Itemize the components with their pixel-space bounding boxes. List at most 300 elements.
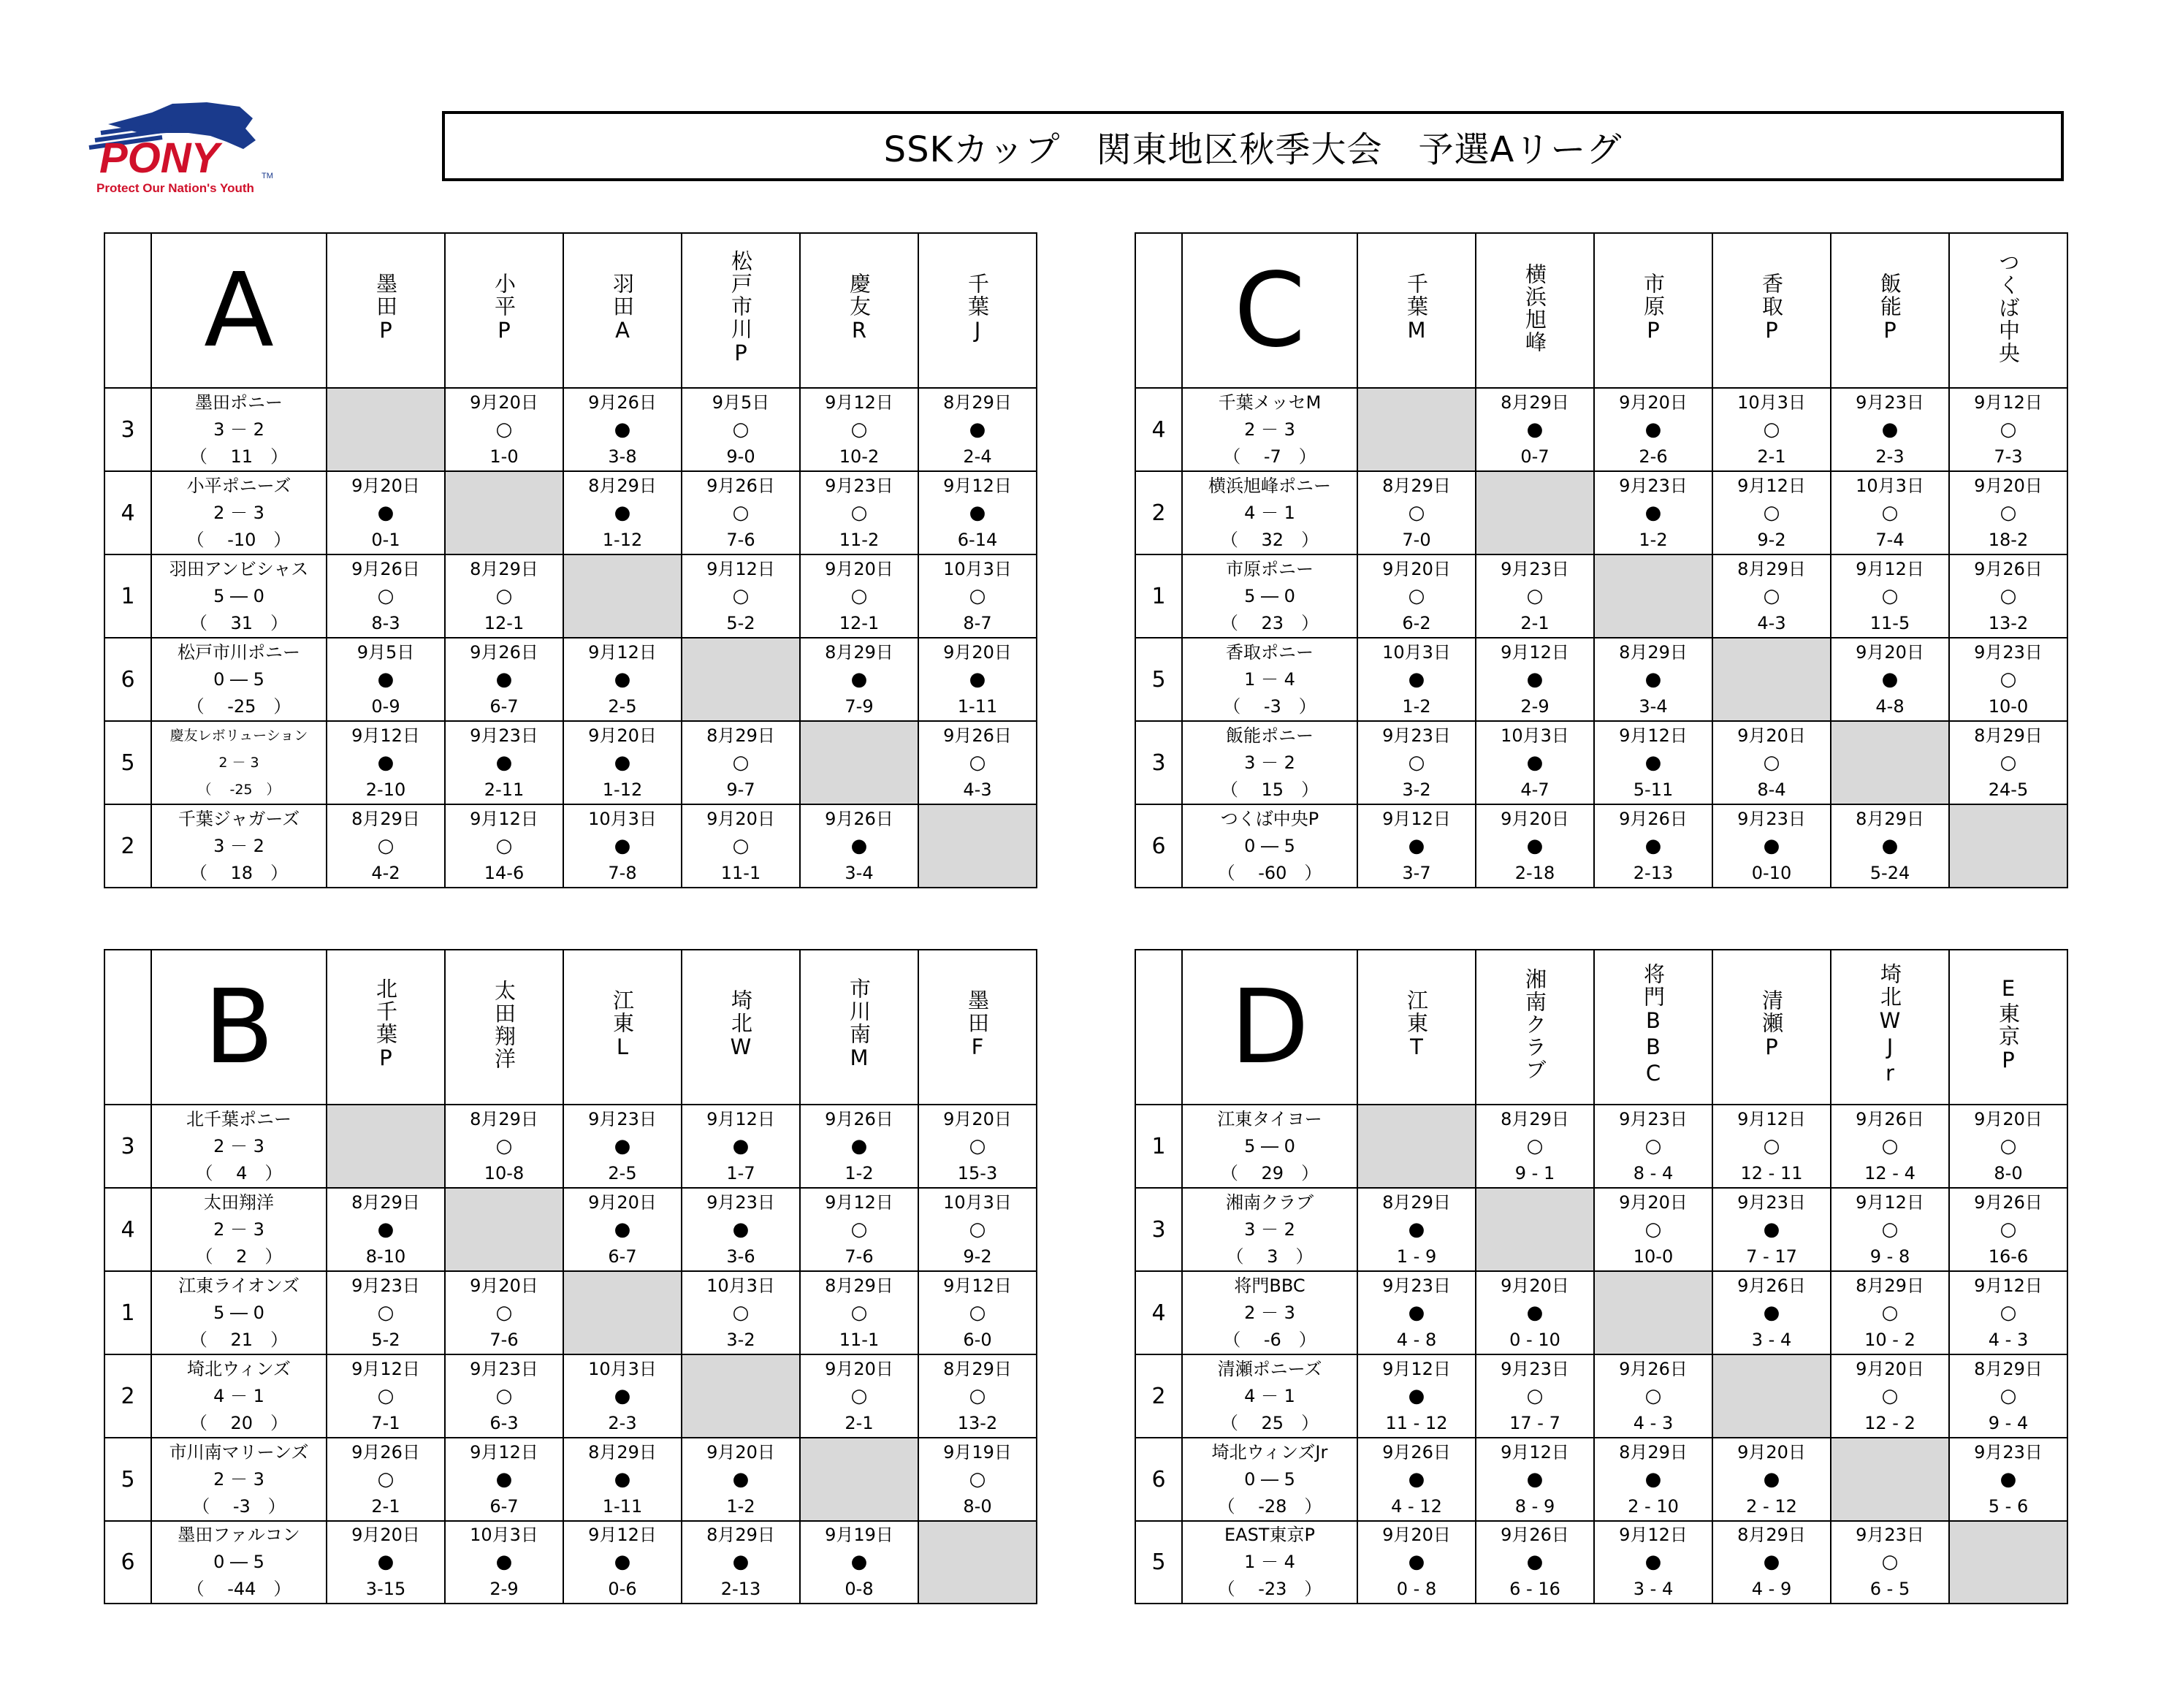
match-score: 2-3 (1875, 446, 1905, 467)
match-cell (800, 1354, 918, 1438)
team-run-diff: （ 20 ） (189, 1412, 289, 1433)
match-cell (1712, 1188, 1831, 1271)
logo-tagline: Protect Our Nation's Youth (96, 181, 254, 195)
team-rank: 4 (1135, 388, 1182, 471)
team-name: 埼北ウィンズ (187, 1358, 291, 1379)
loss-mark-icon: ● (1408, 1301, 1425, 1324)
match-score: 16-6 (1988, 1246, 2029, 1267)
loss-mark-icon: ● (969, 501, 986, 524)
team-name: 江東ライオンズ (178, 1275, 300, 1296)
team-record: 2 － 3 (213, 1468, 264, 1490)
team-row (104, 1188, 1037, 1271)
match-cell (563, 804, 682, 888)
match-date: 9月12日 (1974, 392, 2043, 413)
match-cell (918, 721, 1037, 804)
team-rank: 5 (1135, 1521, 1182, 1604)
match-score: 0-8 (845, 1579, 874, 1599)
team-info (1182, 1354, 1357, 1438)
self-match-cell (682, 638, 800, 721)
match-date: 9月12日 (706, 1108, 775, 1129)
team-record: 5 ― 0 (213, 1302, 264, 1323)
match-cell (1476, 1438, 1594, 1521)
win-mark-icon: ○ (732, 501, 750, 524)
match-cell (563, 1188, 682, 1271)
match-cell (1476, 388, 1594, 471)
match-date: 9月26日 (351, 558, 420, 579)
match-cell (1476, 804, 1594, 888)
match-score: 9-7 (726, 779, 755, 800)
loss-mark-icon: ● (1881, 668, 1899, 690)
win-mark-icon: ○ (850, 501, 868, 524)
match-date: 9月26日 (1619, 808, 1688, 829)
match-score: 2-1 (371, 1495, 400, 1517)
match-date: 9月12日 (1501, 1441, 1569, 1463)
loss-mark-icon: ● (1408, 1468, 1425, 1490)
win-mark-icon: ○ (495, 834, 513, 857)
match-date: 9月23日 (1737, 808, 1806, 829)
match-date: 8月29日 (943, 392, 1012, 413)
match-date: 9月12日 (351, 1358, 420, 1379)
column-header-text: つくば中央 (1996, 251, 2021, 365)
column-header (918, 950, 1037, 1105)
team-rank: 5 (104, 1438, 151, 1521)
column-header (918, 233, 1037, 388)
match-cell (1594, 1105, 1712, 1188)
match-date: 9月20日 (1619, 392, 1688, 413)
match-cell (1594, 804, 1712, 888)
loss-mark-icon: ● (377, 501, 394, 524)
match-cell (1949, 638, 2067, 721)
league-c-table (1135, 232, 2068, 888)
match-date: 9月26日 (351, 1441, 420, 1463)
match-date: 9月12日 (588, 1525, 657, 1545)
team-info (151, 1521, 327, 1604)
team-info (1182, 1188, 1357, 1271)
match-score: 7-1 (371, 1412, 400, 1433)
match-date: 9月23日 (588, 1108, 657, 1129)
rank-header-cell (1135, 233, 1182, 388)
win-mark-icon: ○ (850, 1218, 868, 1240)
match-score: 3-6 (726, 1246, 755, 1267)
column-header-text: E東京P (1996, 975, 2021, 1074)
match-cell (1949, 1105, 2067, 1188)
loss-mark-icon: ● (732, 1218, 750, 1240)
team-rank: 6 (104, 1521, 151, 1604)
match-date: 9月12日 (1382, 1358, 1451, 1379)
match-score: 14-6 (484, 862, 525, 883)
match-date: 9月12日 (588, 641, 657, 663)
page-title-text: SSKカップ 関東地区秋季大会 予選Aリーグ (883, 129, 1623, 170)
win-mark-icon: ○ (495, 418, 513, 441)
team-rank: 2 (1135, 1354, 1182, 1438)
loss-mark-icon: ● (1881, 418, 1899, 441)
match-date: 8月29日 (1619, 641, 1688, 663)
match-date: 9月23日 (1974, 1441, 2043, 1463)
match-date: 8月29日 (470, 1108, 538, 1129)
team-run-diff: （ -60 ） (1217, 862, 1322, 883)
match-cell (1476, 1105, 1594, 1188)
self-match-cell (918, 804, 1037, 888)
win-mark-icon: ○ (1644, 1384, 1662, 1407)
column-header-text: 飯能P (1878, 272, 1902, 344)
loss-mark-icon: ● (614, 751, 631, 774)
match-score: 1 - 9 (1396, 1246, 1437, 1267)
match-date: 9月23日 (351, 1275, 420, 1296)
column-header-text: 清瀬P (1759, 988, 1784, 1061)
win-mark-icon: ○ (850, 584, 868, 607)
team-record: 1 － 4 (1244, 668, 1295, 690)
match-cell (1949, 721, 2067, 804)
match-cell (1476, 1521, 1594, 1604)
match-cell (1712, 1105, 1831, 1188)
team-record: 3 － 2 (1244, 752, 1295, 773)
league-label: A (151, 233, 327, 388)
team-run-diff: （ -3 ） (1223, 695, 1316, 717)
loss-mark-icon: ● (1526, 1468, 1544, 1490)
match-score: 12-1 (484, 612, 525, 633)
win-mark-icon: ○ (377, 1301, 394, 1324)
match-date: 9月23日 (1382, 1275, 1451, 1296)
match-cell (563, 1105, 682, 1188)
team-record: 4 － 1 (1244, 1385, 1295, 1406)
match-cell (800, 1188, 918, 1271)
match-cell (327, 471, 445, 554)
match-date: 8月29日 (1737, 1525, 1806, 1545)
match-score: 1-11 (602, 1495, 643, 1517)
match-score: 2-1 (1757, 446, 1786, 467)
match-score: 4-3 (1757, 612, 1786, 633)
team-rank: 2 (104, 804, 151, 888)
team-name: 横浜旭峰ポニー (1208, 475, 1331, 496)
match-cell (1594, 388, 1712, 471)
match-cell (327, 1438, 445, 1521)
match-score: 9-2 (1757, 529, 1786, 550)
team-row (1135, 721, 2067, 804)
match-score: 1-0 (489, 446, 519, 467)
match-cell (1712, 1271, 1831, 1354)
match-date: 9月23日 (1856, 1525, 1924, 1545)
win-mark-icon: ○ (2000, 751, 2017, 774)
header-row (1135, 233, 2067, 388)
header-row (1135, 950, 2067, 1105)
match-date: 9月23日 (1501, 1358, 1569, 1379)
match-score: 6-7 (489, 1495, 519, 1517)
match-date: 9月20日 (1856, 1358, 1924, 1379)
team-info (1182, 1271, 1357, 1354)
match-cell (1594, 471, 1712, 554)
team-record: 3 － 2 (213, 419, 264, 440)
match-cell (327, 1271, 445, 1354)
column-header (682, 950, 800, 1105)
column-header-text: 市原P (1641, 272, 1666, 344)
match-cell (918, 1188, 1037, 1271)
match-cell (682, 471, 800, 554)
loss-mark-icon: ● (732, 1468, 750, 1490)
match-score: 2-6 (1639, 446, 1668, 467)
match-cell (445, 721, 563, 804)
match-score: 18-2 (1988, 529, 2029, 550)
logo-brand: PONY (99, 134, 220, 182)
match-date: 9月5日 (357, 641, 415, 663)
match-cell (682, 721, 800, 804)
match-date: 9月12日 (1619, 725, 1688, 746)
match-cell (918, 1271, 1037, 1354)
match-date: 9月20日 (825, 558, 893, 579)
team-row (1135, 388, 2067, 471)
team-rank: 3 (1135, 1188, 1182, 1271)
team-name: 香取ポニー (1226, 641, 1314, 663)
match-cell (563, 638, 682, 721)
match-score: 3 - 4 (1751, 1329, 1792, 1350)
loss-mark-icon: ● (969, 668, 986, 690)
team-rank: 3 (104, 1105, 151, 1188)
loss-mark-icon: ● (614, 1468, 631, 1490)
team-run-diff: （ 25 ） (1220, 1412, 1319, 1433)
match-date: 9月20日 (351, 475, 420, 496)
team-row (1135, 804, 2067, 888)
match-cell (327, 721, 445, 804)
match-date: 9月23日 (1619, 1108, 1688, 1129)
match-score: 1-12 (602, 529, 643, 550)
match-score: 4 - 8 (1396, 1329, 1437, 1350)
match-score: 10-2 (839, 446, 880, 467)
match-score: 0-7 (1520, 446, 1549, 467)
column-header-text: 墨田F (965, 988, 990, 1061)
self-match-cell (445, 471, 563, 554)
loss-mark-icon: ● (495, 751, 513, 774)
match-date: 9月26日 (470, 641, 538, 663)
match-score: 1-2 (1639, 529, 1668, 550)
match-cell (563, 1521, 682, 1604)
match-score: 2-18 (1514, 862, 1555, 883)
match-date: 9月12日 (825, 1192, 893, 1213)
loss-mark-icon: ● (614, 1135, 631, 1157)
match-score: 7-8 (608, 862, 637, 883)
match-score: 10 - 2 (1864, 1329, 1915, 1350)
match-cell (918, 388, 1037, 471)
loss-mark-icon: ● (1526, 751, 1544, 774)
match-cell (1831, 554, 1949, 638)
team-name: 羽田アンビシャス (169, 558, 309, 579)
team-run-diff: （ 4 ） (195, 1162, 283, 1183)
league-d-table (1135, 949, 2068, 1604)
loss-mark-icon: ● (2000, 1468, 2017, 1490)
match-cell (1594, 1438, 1712, 1521)
team-row (1135, 1271, 2067, 1354)
match-cell (563, 1354, 682, 1438)
self-match-cell (1357, 1105, 1476, 1188)
match-cell (1594, 638, 1712, 721)
match-date: 9月20日 (825, 1358, 893, 1379)
loss-mark-icon: ● (1644, 834, 1662, 857)
match-date: 8月29日 (1501, 1108, 1569, 1129)
loss-mark-icon: ● (614, 501, 631, 524)
match-score: 3-2 (726, 1329, 755, 1350)
team-rank: 4 (104, 1188, 151, 1271)
match-cell (1357, 1521, 1476, 1604)
match-score: 4-2 (371, 862, 400, 883)
match-cell (1831, 1354, 1949, 1438)
self-match-cell (1476, 1188, 1594, 1271)
match-date: 9月12日 (943, 475, 1012, 496)
team-info (151, 1188, 327, 1271)
column-header-text: 千葉J (965, 272, 990, 344)
match-date: 9月12日 (1737, 475, 1806, 496)
match-score: 7-6 (726, 529, 755, 550)
match-date: 9月5日 (712, 392, 770, 413)
match-date: 9月20日 (1974, 475, 2043, 496)
match-cell (1712, 1438, 1831, 1521)
win-mark-icon: ○ (2000, 1135, 2017, 1157)
match-cell (918, 554, 1037, 638)
win-mark-icon: ○ (1881, 501, 1899, 524)
match-score: 10-0 (1988, 695, 2029, 717)
win-mark-icon: ○ (732, 584, 750, 607)
loss-mark-icon: ● (1526, 1551, 1544, 1573)
self-match-cell (563, 1271, 682, 1354)
match-cell (563, 471, 682, 554)
match-date: 8月29日 (825, 1275, 893, 1296)
team-row (104, 388, 1037, 471)
match-date: 9月20日 (470, 392, 538, 413)
match-cell (327, 554, 445, 638)
loss-mark-icon: ● (1408, 668, 1425, 690)
match-cell (327, 1188, 445, 1271)
match-cell (1594, 1354, 1712, 1438)
match-score: 2-1 (845, 1412, 874, 1433)
match-date: 9月23日 (1382, 725, 1451, 746)
team-record: 4 － 1 (213, 1385, 264, 1406)
team-name: 飯能ポニー (1226, 725, 1314, 746)
team-info (151, 554, 327, 638)
win-mark-icon: ○ (495, 1135, 513, 1157)
loss-mark-icon: ● (1763, 1301, 1780, 1324)
match-date: 9月12日 (1382, 808, 1451, 829)
self-match-cell (1357, 388, 1476, 471)
column-header-text: 横浜旭峰 (1522, 262, 1547, 354)
team-name: EAST東京P (1224, 1525, 1315, 1545)
loss-mark-icon: ● (1644, 668, 1662, 690)
match-cell (800, 471, 918, 554)
self-match-cell (800, 1438, 918, 1521)
match-cell (327, 1354, 445, 1438)
match-score: 5-2 (371, 1329, 400, 1350)
match-score: 12 - 11 (1740, 1162, 1803, 1183)
match-score: 4 - 3 (1988, 1329, 2029, 1350)
match-score: 7 - 17 (1746, 1246, 1797, 1267)
team-info (151, 1438, 327, 1521)
loss-mark-icon: ● (1763, 1218, 1780, 1240)
match-date: 9月20日 (1382, 558, 1451, 579)
team-name: 太田翔洋 (204, 1192, 274, 1213)
team-row (104, 1521, 1037, 1604)
match-score: 1-7 (726, 1162, 755, 1183)
match-cell (682, 1105, 800, 1188)
team-row (104, 1354, 1037, 1438)
team-info (1182, 471, 1357, 554)
win-mark-icon: ○ (969, 584, 986, 607)
loss-mark-icon: ● (1408, 1551, 1425, 1573)
match-date: 9月20日 (706, 808, 775, 829)
column-header-text: 江東L (610, 988, 635, 1061)
team-run-diff: （ 11 ） (189, 446, 289, 467)
team-run-diff: （ 15 ） (1220, 779, 1319, 800)
match-date: 9月20日 (1737, 1441, 1806, 1463)
match-score: 7-9 (845, 695, 874, 717)
team-name: 墨田ポニー (195, 392, 283, 413)
match-score: 17 - 7 (1509, 1412, 1560, 1433)
loss-mark-icon: ● (614, 668, 631, 690)
match-cell (1712, 804, 1831, 888)
team-info (1182, 1521, 1357, 1604)
match-date: 8月29日 (351, 808, 420, 829)
loss-mark-icon: ● (377, 751, 394, 774)
match-cell (682, 804, 800, 888)
loss-mark-icon: ● (1644, 1468, 1662, 1490)
team-info (1182, 1105, 1357, 1188)
loss-mark-icon: ● (1763, 834, 1780, 857)
match-cell (1831, 804, 1949, 888)
match-score: 9 - 1 (1514, 1162, 1555, 1183)
win-mark-icon: ○ (495, 1301, 513, 1324)
self-match-cell (918, 1521, 1037, 1604)
match-cell (563, 1438, 682, 1521)
match-score: 5-2 (726, 612, 755, 633)
match-cell (682, 1271, 800, 1354)
match-date: 9月12日 (1737, 1108, 1806, 1129)
team-info (151, 721, 327, 804)
match-cell (918, 1354, 1037, 1438)
match-score: 8 - 4 (1633, 1162, 1674, 1183)
match-score: 2-1 (1520, 612, 1549, 633)
match-score: 2 - 12 (1746, 1495, 1797, 1517)
match-score: 11-1 (839, 1329, 880, 1350)
win-mark-icon: ○ (732, 418, 750, 441)
win-mark-icon: ○ (1763, 501, 1780, 524)
team-run-diff: （ -3 ） (192, 1495, 286, 1517)
match-score: 6-3 (489, 1412, 519, 1433)
team-run-diff: （ 2 ） (195, 1246, 283, 1267)
loss-mark-icon: ● (1644, 1551, 1662, 1573)
match-cell (1357, 1188, 1476, 1271)
win-mark-icon: ○ (377, 1468, 394, 1490)
team-row (1135, 1438, 2067, 1521)
match-score: 13-2 (957, 1412, 998, 1433)
column-header (800, 950, 918, 1105)
match-score: 8-0 (1994, 1162, 2023, 1183)
match-cell (682, 1438, 800, 1521)
match-score: 9 - 8 (1869, 1246, 1910, 1267)
header-row (104, 950, 1037, 1105)
win-mark-icon: ○ (1763, 584, 1780, 607)
match-date: 9月20日 (1737, 725, 1806, 746)
match-date: 9月23日 (1737, 1192, 1806, 1213)
match-date: 9月20日 (1856, 641, 1924, 663)
team-record: 0 ― 5 (1244, 835, 1295, 856)
team-run-diff: （ 21 ） (189, 1329, 289, 1350)
match-score: 13-2 (1988, 612, 2029, 633)
column-header (1831, 233, 1949, 388)
column-header (327, 233, 445, 388)
team-info (1182, 721, 1357, 804)
match-cell (800, 1105, 918, 1188)
team-name: 松戸市川ポニー (178, 641, 300, 663)
team-run-diff: （ 18 ） (189, 862, 289, 883)
win-mark-icon: ○ (1881, 1384, 1899, 1407)
loss-mark-icon: ● (732, 1135, 750, 1157)
team-rank: 1 (104, 554, 151, 638)
match-score: 2-4 (963, 446, 992, 467)
